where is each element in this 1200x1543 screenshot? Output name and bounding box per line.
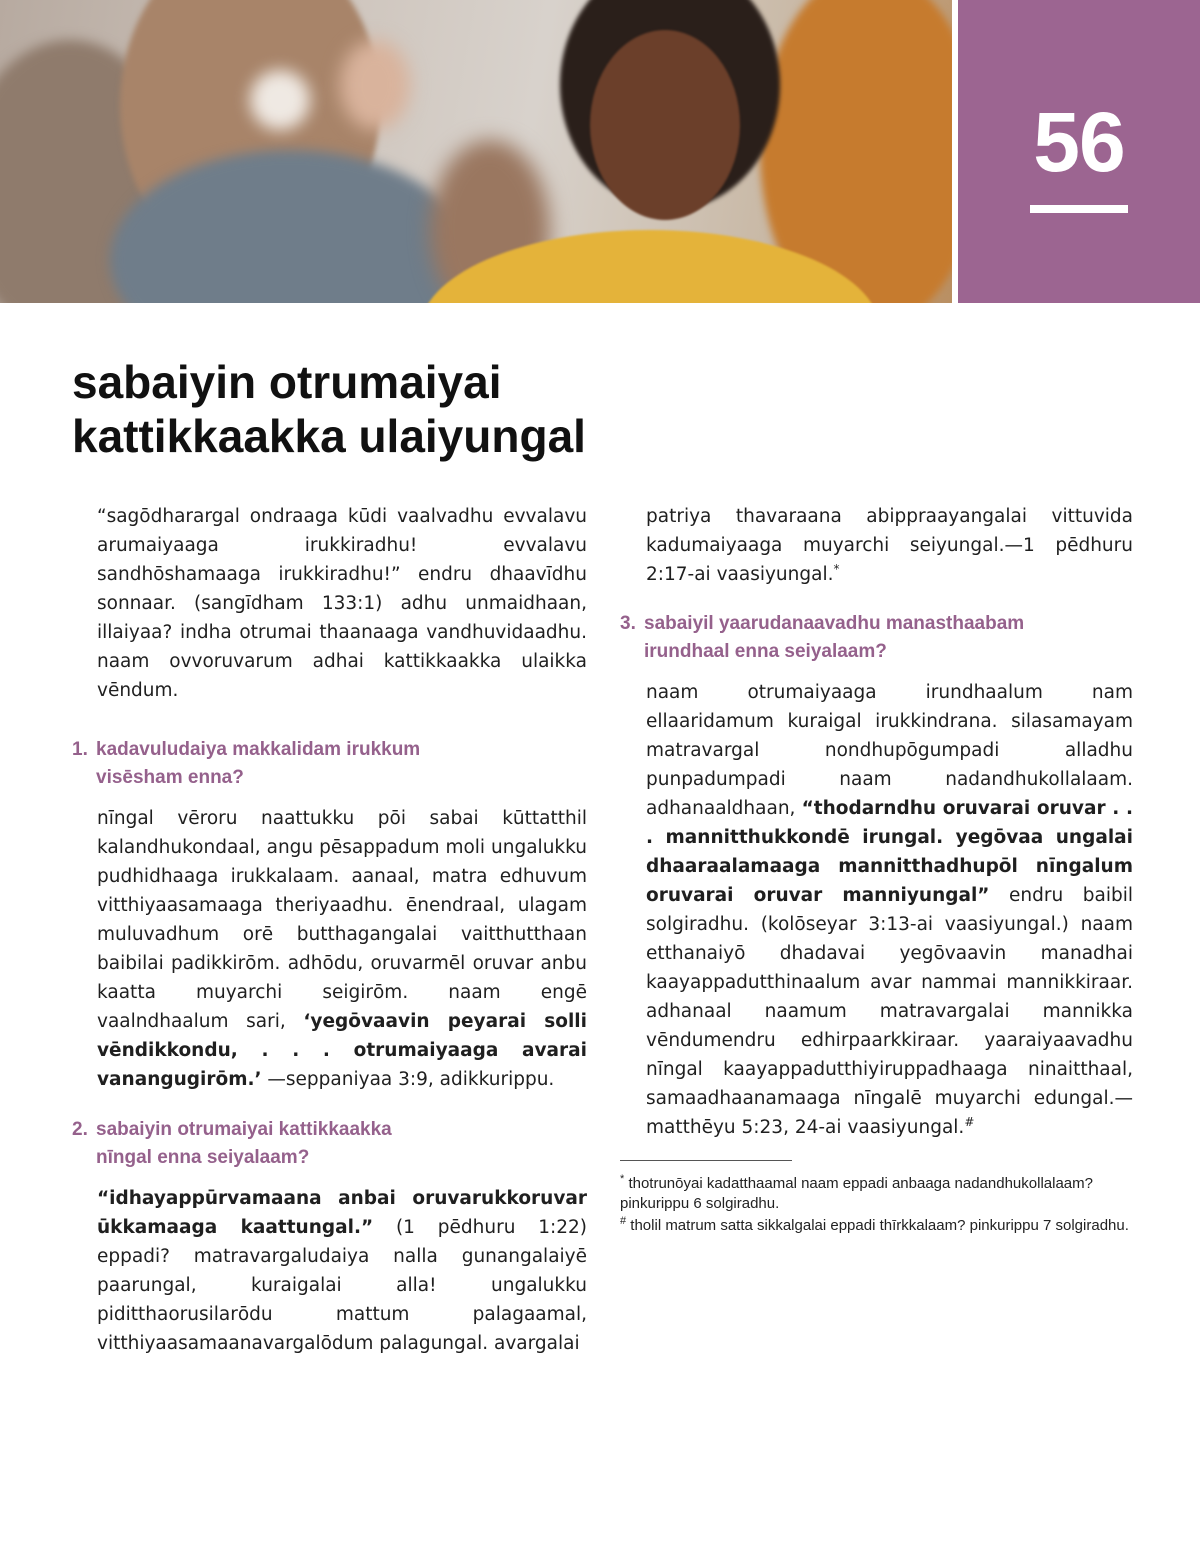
footnote-symbol: # [620,1215,627,1227]
section-2-heading [72,1116,587,1172]
title-line-1: sabaiyin otrumaiyai [72,356,502,408]
left-column [72,502,587,1358]
body-text: naam otrumaiyaaga irundhaalum nam ellaaridamum kuraigal irukkindrana. silasamayam matravargal nondhupōgumpadi alladhu punpadumpadi naam nadandhukollalaam. adhanaaldhaan, [646,682,1133,819]
title-line-2: kattikkaakka ulaiyungal [72,410,586,462]
section-number: 1. [72,739,88,760]
footnote-divider [620,1160,792,1161]
chapter-number: 56 [1033,95,1125,189]
body-text: nīngal vēroru naattukku pōi sabai kūttatthil kalandhukondaal, angu pēsappadum moli ungalukku pudhidhaaga irukkalaam. aanaal, matra edhuvum vitthiyaasamaaga theriyaadhu. ēnendraal, ulagam muluvadhum orē butthagangalai vaitthutthaan baibilai padikkirōm. adhōdu, oruvarmēl oruvar anbu kaatta muyarchi seigirōm. naam engē vaalndhaalum sari, [97,808,587,1032]
section-2-continued [620,502,1133,589]
body-text: endru baibil solgiradhu. (kolōseyar 3:13-ai vaasiyungal.) naam etthanaiyō dhadavai yegōvaavin manadhai kaayappadutthinaalum avar nammai mannikkiraar. adhanaal naamum matravargalai mannikka vēndumendru edhirpaarkkiraar. yaaraiyaavadhu nīngal kaayappadutthiyiruppadhaaga ninaitthaal, samaadhaanamaaga nīngalē muyarchi edungal.—matthēyu 5:23, 24-ai vaasiyungal. [646,885,1133,1138]
scripture-quote: ‘yegōvaavin peyarai solli vēndikkondu, . . . otrumaiyaaga avarai vanangugirōm.’ [97,1011,587,1090]
hero-photo [0,0,952,303]
body-text: patriya thavaraana abippraayangalai vittuvida kadumaiyaaga muyarchi seiyungal.—1 pēdhuru 2:17-ai vaasiyungal. [646,506,1133,585]
scripture-quote: “thodarndhu oruvarai oruvar . . . mannitthukkondē irungal. yegōvaa ungalai dhaaraalamaaga mannitthadhupōl nīngalum oruvarai oruvar manniyungal” [646,798,1133,906]
page-title [72,355,972,463]
section-number: 3. [620,613,636,634]
section-3-paragraph [620,678,1133,1142]
body-text: (1 pēdhuru 1:22) eppadi? matravargaludaiya nalla gunangalaiyē paarungal, kuraigalai alla! ungalukku piditthaorusilarōdu mattum palagaamal, vitthiyaasamaanavargalōdum palagungal. avargalai [97,1217,587,1354]
section-number: 2. [72,1119,88,1140]
heading-line-1: sabaiyin otrumaiyai kattikkaakka [96,1119,392,1140]
footnote-marker[interactable]: * [833,561,840,576]
chapter-panel [958,0,1200,303]
heading-line-1: kadavuludaiya makkalidam irukkum [96,739,421,760]
heading-line-2: visēsham enna? [96,767,244,788]
right-column [620,502,1133,1236]
section-1-heading [72,736,587,792]
section-1-paragraph [72,804,587,1094]
footnote-text: tholil matrum satta sikkalgalai eppadi thīrkkalaam? pinkurippu 7 solgiradhu. [630,1217,1129,1234]
body-text: —seppaniyaa 3:9, adikkurippu. [261,1069,555,1090]
heading-line-2: irundhaal enna seiyalaam? [644,641,887,662]
footnote-2 [620,1216,1133,1236]
heading-line-2: nīngal enna seiyalaam? [96,1147,310,1168]
chapter-rule [1030,205,1128,213]
section-3-heading [620,610,1133,666]
footnote-marker[interactable]: # [964,1114,975,1129]
intro-paragraph: “sagōdharargal ondraaga kūdi vaalvadhu evvalavu arumaiyaaga irukkiradhu! evvalavu sandhōshamaaga irukkiradhu!” endru dhaavīdhu sonnaar. (sangīdham 133:1) adhu unmaidhaan, illaiyaa? indha otrumai thaanaaga vandhuvidaadhu. naam ovvoruvarum adhai kattikkaakka ulaikka vēndum. [97,506,587,701]
section-2-paragraph [72,1184,587,1358]
footnote-text: thotrunōyai kadatthaamal naam eppadi anbaaga nadandhukollalaam? pinkurippu 6 solgiradhu. [620,1175,1093,1212]
footnote-symbol: * [620,1173,625,1185]
heading-line-1: sabaiyil yaarudanaavadhu manasthaabam [644,613,1025,634]
scripture-quote: “idhayappūrvamaana anbai oruvarukkoruvar ūkkamaaga kaattungal.” [97,1188,587,1238]
footnote-1 [620,1174,1133,1214]
